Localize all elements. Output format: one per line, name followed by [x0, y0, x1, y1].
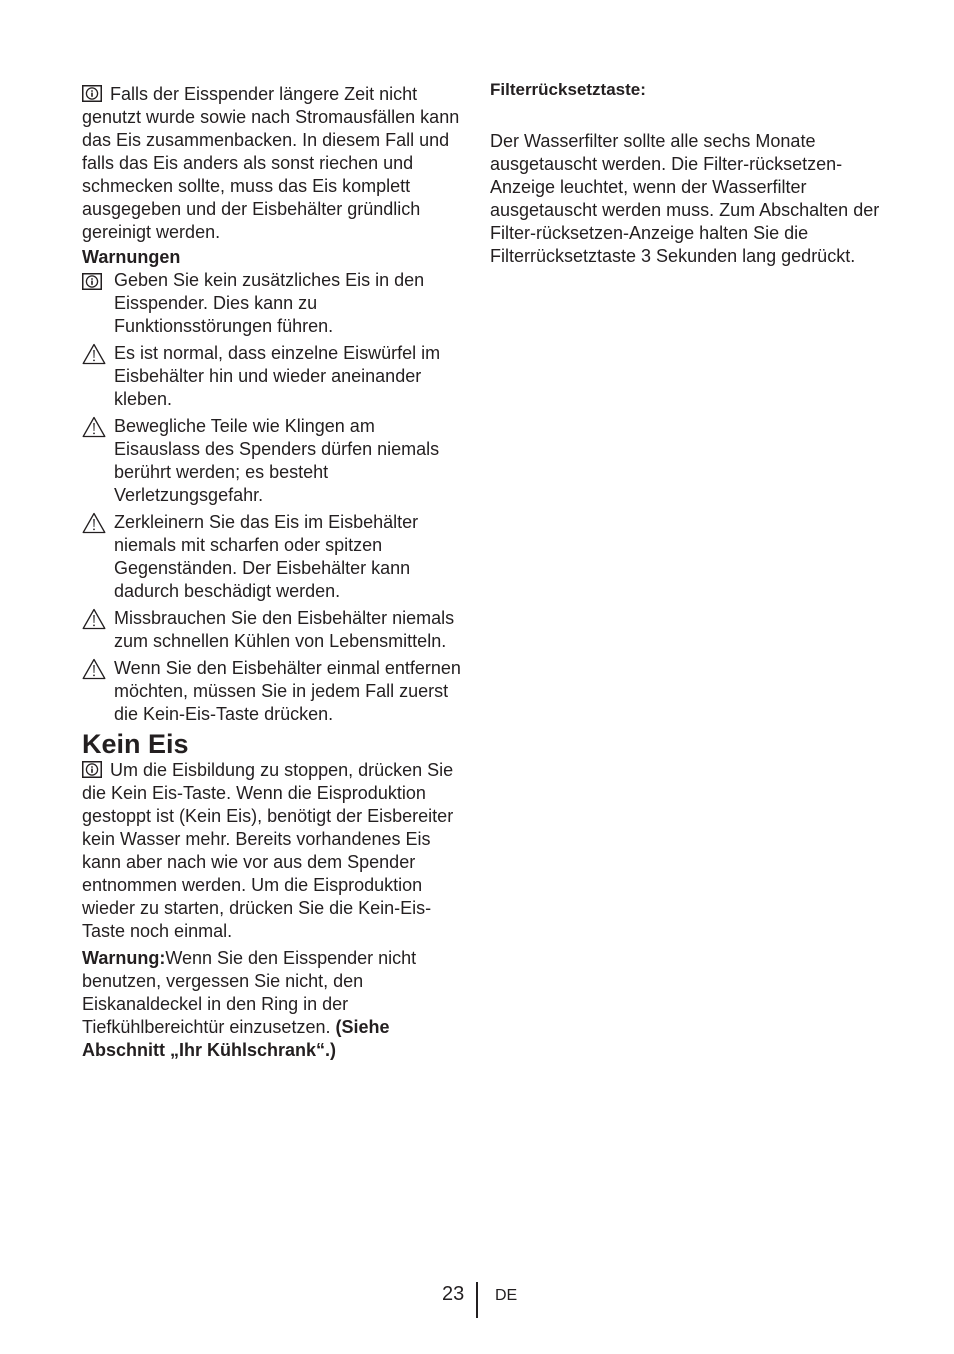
left-column: [82, 83, 462, 1062]
warning-body: Wenn Sie den Eisspender nicht benutzen, vergessen Sie nicht, den Eiskanaldeckel in den Ring in der Tiefkühlbereichtür einzusetzen.: [82, 948, 417, 1037]
intro-paragraph: [82, 83, 462, 244]
warning-text: Missbrauchen Sie den Eisbehälter niemals zum schnellen Kühlen von Lebensmitteln.: [114, 608, 455, 651]
language-code: DE: [495, 1287, 518, 1304]
intro-text: Falls der Eisspender längere Zeit nicht genutzt wurde sowie nach Stromausfällen kann das Eis zusammenbacken. In diesem Fall und falls das Eis anders als sonst riechen und schmecken sollte, muss das Eis komplett ausgegeben und der Eisbehälter gründlich gereinigt werden.: [82, 84, 460, 242]
warning-text: Wenn Sie den Eisbehälter einmal entfernen möchten, müssen Sie in jedem Fall zuerst die Kein-Eis-Taste drücken.: [114, 658, 461, 724]
warning-triangle-icon: [82, 343, 106, 365]
warning-text: Zerkleinern Sie das Eis im Eisbehälter niemals mit scharfen oder spitzen Gegenständen. Der Eisbehälter kann dadurch beschädigt werden.: [114, 512, 419, 601]
warning-reference: (Siehe Abschnitt „Ihr Kühlschrank“.): [82, 1017, 390, 1060]
info-icon: [82, 273, 102, 290]
warning-text: Geben Sie kein zusätzliches Eis in den Eisspender. Dies kann zu Funktionsstörungen führen.: [114, 270, 425, 336]
warning-item: [82, 415, 462, 507]
warning-text: Bewegliche Teile wie Klingen am Eisauslass des Spenders dürfen niemals berührt werden; es besteht Verletzungsgefahr.: [114, 416, 440, 505]
warnings-heading: Warnungen: [82, 247, 181, 267]
page-footer: [0, 1279, 954, 1319]
warning-paragraph: [82, 947, 462, 1062]
warning-label: Warnung:: [82, 948, 166, 968]
section-paragraph: [82, 759, 462, 943]
warning-triangle-icon: [82, 608, 106, 630]
warning-item: [82, 342, 462, 411]
warning-item: [82, 269, 462, 338]
section-title: Kein Eis: [82, 729, 189, 759]
warning-triangle-icon: [82, 658, 106, 680]
filter-reset-heading: Filterrücksetztaste:: [490, 80, 646, 99]
right-column: [490, 79, 880, 268]
warning-item: [82, 511, 462, 603]
section-text: Um die Eisbildung zu stoppen, drücken Sie die Kein Eis-Taste. Wenn die Eisproduktion gestoppt ist (Kein Eis), benötigt der Eisbereiter kein Wasser mehr. Bereits vorhandenes Eis kann aber nach wie vor aus dem Spender entnommen werden. Um die Eisproduktion wieder zu starten, drücken Sie die Kein-Eis-Taste noch einmal.: [82, 760, 454, 941]
warning-text: Es ist normal, dass einzelne Eiswürfel im Eisbehälter hin und wieder aneinander kleben.: [114, 343, 441, 409]
warning-triangle-icon: [82, 512, 106, 534]
warning-item: [82, 657, 462, 726]
footer-divider: [476, 1282, 478, 1318]
warning-triangle-icon: [82, 416, 106, 438]
warning-item: [82, 607, 462, 653]
info-icon: [82, 85, 102, 102]
page-number: 23: [442, 1283, 465, 1305]
info-icon: [82, 761, 102, 778]
filter-reset-text: Der Wasserfilter sollte alle sechs Monate ausgetauscht werden. Die Filter-rücksetzen-Anzeige leuchtet, wenn der Wasserfilter ausgetauscht werden muss. Zum Abschalten der Filter-rücksetzen-Anzeige halten Sie die Filterrücksetztaste 3 Sekunden lang gedrückt.: [490, 131, 880, 266]
